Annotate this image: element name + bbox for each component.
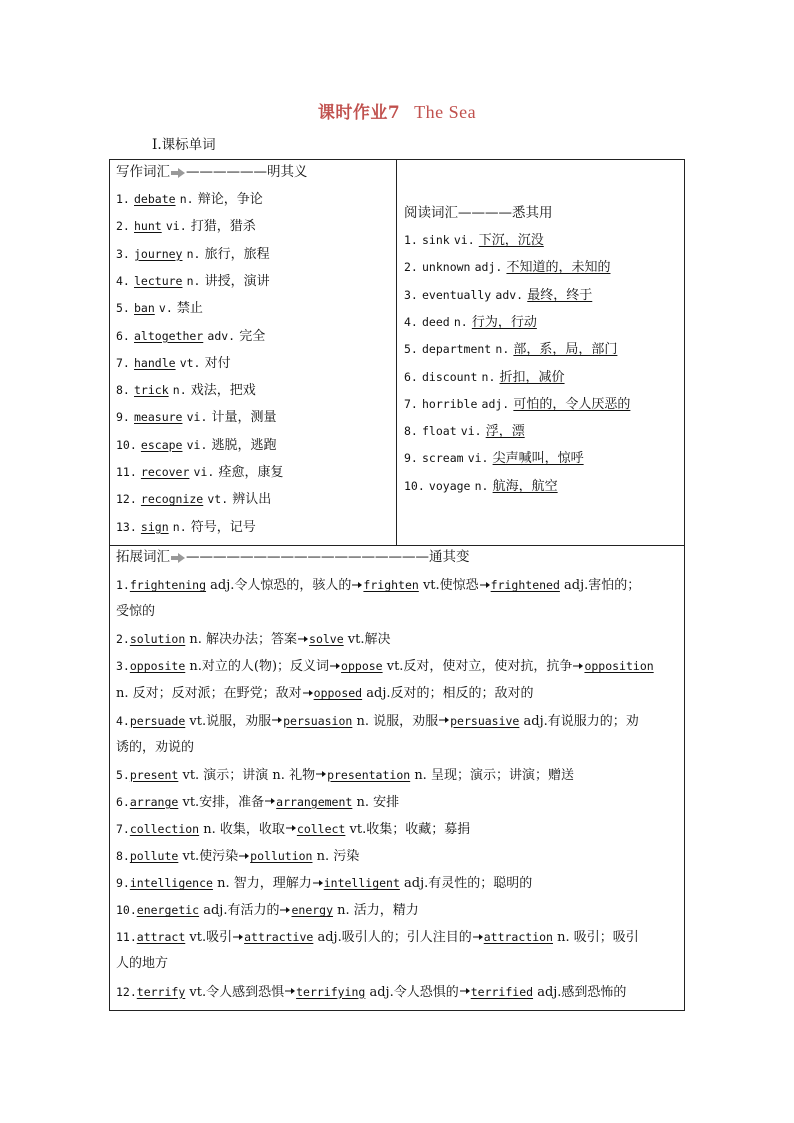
- writing-header-suffix: 明其义: [267, 164, 308, 180]
- derived-word: terrifying: [296, 984, 366, 999]
- continuation-text: n. 反对；反对派；在野党；敌对: [116, 686, 302, 702]
- derived-word: arrangement: [276, 794, 353, 809]
- derived-word: collect: [296, 821, 346, 836]
- item-number: 10.: [404, 478, 425, 493]
- arrow-icon: [280, 906, 290, 916]
- item-number: 1.: [116, 578, 130, 592]
- vocab-word: deed: [422, 314, 450, 329]
- derived-word: attractive: [244, 930, 314, 945]
- item-number: 8.: [404, 424, 418, 439]
- arrow-icon: [460, 987, 470, 997]
- part-of-speech: vi.: [453, 233, 475, 247]
- section-heading: Ⅰ.课标单词: [152, 137, 216, 153]
- meaning: n. 安排: [356, 794, 400, 810]
- expand-row: [116, 576, 640, 595]
- meaning-answer: 不知道的，未知的: [506, 260, 611, 276]
- vocab-row: [116, 354, 231, 373]
- part-of-speech: n.: [172, 383, 187, 398]
- meaning-answer: 部，系，局，部门: [513, 342, 618, 358]
- arrow-icon: [480, 581, 490, 591]
- vocab-word: scream: [422, 451, 464, 466]
- meaning: n.对立的人(物)；反义词: [189, 659, 330, 675]
- derived-word: pollution: [250, 849, 313, 863]
- vocab-row: [404, 422, 525, 441]
- item-number: 1.: [404, 233, 418, 247]
- vocab-word: float: [422, 424, 457, 439]
- item-number: 9.: [116, 876, 130, 891]
- reading-header-label: 阅读词汇: [404, 205, 458, 221]
- vocab-row: [116, 217, 256, 236]
- expand-row: [116, 712, 639, 731]
- vocab-word: escape: [140, 437, 183, 452]
- arrow-icon: [285, 987, 295, 997]
- item-number: 5.: [116, 767, 130, 782]
- meaning-answer: 航海，航空: [492, 478, 558, 494]
- meaning: vt.使污染: [182, 849, 239, 864]
- meaning: 逃脱，逃跑: [211, 437, 277, 453]
- meaning-answer: 下沉，沉没: [478, 233, 544, 248]
- arrow-icon: [286, 824, 296, 834]
- derived-word: terrified: [470, 984, 534, 999]
- derived-word: persuasion: [283, 713, 353, 728]
- derived-word: solve: [309, 632, 344, 647]
- expand-row: [116, 983, 626, 1002]
- derived-word: oppose: [341, 659, 383, 674]
- item-number: 7.: [116, 355, 130, 370]
- meaning: adj.令人惊恐的，骇人的: [210, 578, 352, 593]
- meaning: n. 智力，理解力: [217, 876, 312, 892]
- item-number: 6.: [116, 328, 130, 343]
- item-number: 4.: [116, 273, 130, 288]
- reading-header: [404, 204, 553, 222]
- arrow-icon: [239, 852, 249, 862]
- meaning: vt.使惊恐: [422, 578, 479, 593]
- vocab-row: [404, 395, 630, 414]
- meaning: vt.令人感到恐惧: [189, 984, 285, 1000]
- vocab-row: [116, 436, 277, 455]
- vocab-word: collection: [129, 821, 200, 836]
- arrow-icon: [233, 933, 243, 943]
- vocab-word: intelligence: [129, 876, 213, 891]
- part-of-speech: n.: [186, 246, 201, 261]
- meaning: adj.吸引人的；引人注目的: [317, 930, 472, 946]
- vocab-row: [404, 449, 584, 468]
- meaning-answer: 尖声喊叫，惊呼: [492, 451, 584, 467]
- vocab-word: lecture: [134, 273, 183, 288]
- vocab-word: ban: [134, 301, 155, 316]
- arrow-icon: [298, 635, 308, 645]
- vocab-row: [116, 299, 203, 318]
- writing-header: [116, 163, 308, 181]
- title-zh: 课时作业7: [317, 103, 401, 123]
- arrow-icon: [171, 553, 185, 563]
- expand-row: [116, 901, 419, 920]
- item-number: 12.: [116, 984, 137, 999]
- meaning: n. 说服，劝服: [356, 713, 439, 729]
- derived-word: frighten: [363, 578, 419, 592]
- derived-word: persuasive: [450, 713, 520, 728]
- meaning: 辨认出: [232, 492, 272, 508]
- item-number: 6.: [404, 369, 418, 384]
- meaning-answer: 折扣，减价: [499, 369, 565, 385]
- meaning: adj.有说服力的；劝: [523, 713, 639, 729]
- derived-word: attraction: [483, 930, 553, 945]
- derived-word: energy: [291, 903, 334, 918]
- item-number: 7.: [404, 396, 418, 411]
- meaning: 旅行，旅程: [204, 246, 270, 262]
- expand-row: [116, 684, 534, 703]
- item-number: 6.: [116, 794, 130, 809]
- arrow-icon: [352, 581, 362, 591]
- vocab-word: altogether: [134, 328, 204, 343]
- meaning: n. 呈现；演示；讲演；赠送: [414, 767, 574, 783]
- vocab-row: [116, 490, 271, 509]
- expand-header: [116, 548, 470, 566]
- item-number: 11.: [116, 465, 137, 479]
- arrow-icon: [439, 716, 449, 726]
- part-of-speech: n.: [186, 273, 201, 288]
- item-number: 2.: [116, 632, 130, 647]
- expand-row: [116, 955, 168, 973]
- vocab-word: frightening: [129, 578, 207, 592]
- vocab-word: present: [129, 767, 179, 782]
- vocab-word: pollute: [129, 849, 179, 863]
- meaning: n. 收集，收取: [203, 821, 285, 837]
- item-number: 8.: [116, 849, 130, 863]
- vocab-row: [404, 368, 565, 387]
- vocab-word: eventually: [422, 287, 492, 302]
- part-of-speech: v.: [158, 301, 173, 316]
- arrow-icon: [573, 662, 583, 672]
- derived-word: opposed: [313, 686, 363, 701]
- part-of-speech: n.: [179, 192, 194, 206]
- arrow-icon: [313, 879, 323, 889]
- item-number: 9.: [116, 410, 130, 425]
- item-number: 10.: [116, 437, 137, 452]
- vocab-row: [116, 408, 277, 427]
- meaning: vt. 演示；讲演 n. 礼物: [182, 767, 316, 783]
- vocab-word: solution: [129, 632, 186, 647]
- part-of-speech: n.: [481, 369, 496, 384]
- meaning: adj.有灵性的；聪明的: [404, 876, 533, 892]
- writing-vocab-cell: [110, 160, 397, 545]
- continuation-text: 受惊的: [116, 604, 156, 620]
- item-number: 12.: [116, 492, 137, 507]
- vocab-row: [116, 327, 265, 346]
- part-of-speech: n.: [474, 478, 489, 493]
- meaning: adj.感到恐怖的: [537, 984, 627, 1000]
- derived-word: presentation: [327, 767, 411, 782]
- arrow-icon: [171, 168, 185, 178]
- vocab-word: unknown: [422, 260, 471, 275]
- vocab-word: debate: [134, 192, 176, 206]
- meaning: 痊愈，康复: [218, 465, 284, 480]
- meaning-answer: 浮，漂: [485, 424, 525, 440]
- vocab-word: horrible: [422, 396, 478, 411]
- meaning: n. 活力，精力: [337, 903, 419, 919]
- derived-word: opposition: [584, 659, 654, 674]
- vocab-word: measure: [134, 410, 183, 425]
- vocab-word: energetic: [136, 903, 200, 918]
- vocab-word: recover: [140, 465, 190, 479]
- meaning: 禁止: [176, 301, 203, 317]
- vocab-word: discount: [422, 369, 478, 384]
- continuation-text: 诱的，劝说的: [116, 739, 195, 755]
- writing-header-label: 写作词汇: [116, 164, 170, 180]
- vocab-word: hunt: [134, 219, 162, 234]
- expand-header-suffix: 通其变: [429, 549, 470, 565]
- vocab-word: journey: [134, 246, 183, 261]
- expand-row: [116, 928, 639, 947]
- item-number: 1.: [116, 192, 130, 206]
- vocab-row: [404, 258, 610, 277]
- page-title: [0, 98, 794, 123]
- expand-row: [116, 820, 470, 839]
- item-number: 2.: [116, 219, 130, 234]
- meaning: adj.令人恐惧的: [369, 984, 459, 1000]
- vocab-word: arrange: [129, 794, 179, 809]
- part-of-speech: adv.: [495, 287, 524, 302]
- vocab-row: [404, 313, 537, 332]
- item-number: 13.: [116, 519, 137, 534]
- vocab-word: persuade: [129, 713, 186, 728]
- expand-header-dashes: ——————————————————: [186, 549, 429, 565]
- meaning: adj.害怕的；: [564, 578, 641, 593]
- item-number: 10.: [116, 903, 137, 918]
- vocab-row: [116, 272, 270, 291]
- item-number: 11.: [116, 930, 137, 945]
- meaning: 符号，记号: [190, 519, 256, 535]
- vocab-row: [404, 477, 558, 496]
- part-of-speech: vi.: [467, 451, 489, 466]
- vocab-word: voyage: [428, 478, 471, 493]
- item-number: 3.: [404, 287, 418, 302]
- part-of-speech: vt.: [179, 355, 201, 370]
- vocab-word: recognize: [140, 492, 204, 507]
- vocab-table: [109, 159, 685, 1011]
- meaning: n. 污染: [316, 849, 360, 864]
- part-of-speech: n.: [453, 314, 468, 329]
- part-of-speech: adj.: [481, 396, 510, 411]
- meaning: vt.收集；收藏；募捐: [349, 821, 471, 837]
- vocab-word: opposite: [129, 659, 186, 674]
- meaning: 完全: [239, 328, 266, 344]
- item-number: 5.: [116, 301, 130, 316]
- part-of-speech: vi.: [186, 410, 208, 425]
- item-number: 4.: [116, 713, 130, 728]
- reading-header-suffix: 悉其用: [512, 205, 553, 221]
- meaning: vt.反对，使对立，使对抗，抗争: [386, 659, 573, 675]
- item-number: 2.: [404, 260, 418, 275]
- meaning-answer: 行为，行动: [471, 314, 537, 330]
- meaning: adj.有活力的: [203, 903, 280, 919]
- meaning: adj.反对的；相反的；敌对的: [366, 686, 534, 702]
- expand-row: [116, 874, 532, 893]
- vocab-word: attract: [136, 930, 186, 945]
- meaning: 计量，测量: [211, 410, 277, 426]
- meaning: 打猎，猎杀: [190, 219, 256, 235]
- expand-row: [116, 630, 391, 649]
- vocab-word: handle: [134, 355, 176, 370]
- meaning-answer: 最终，终于: [527, 287, 593, 303]
- reading-vocab-cell: [397, 160, 684, 545]
- part-of-speech: vi.: [193, 465, 215, 479]
- expand-header-label: 拓展词汇: [116, 549, 170, 565]
- expand-row: [116, 603, 155, 621]
- writing-header-dashes: ——————: [186, 164, 267, 180]
- meaning: 辩论，争论: [197, 192, 263, 207]
- item-number: 5.: [404, 342, 418, 357]
- meaning: vt.解决: [347, 632, 391, 648]
- reading-header-dashes: ————: [458, 205, 512, 221]
- meaning: 戏法，把戏: [190, 383, 256, 399]
- item-number: 8.: [116, 383, 130, 398]
- item-number: 3.: [116, 246, 130, 261]
- vocab-row: [116, 518, 256, 537]
- item-number: 7.: [116, 821, 130, 836]
- arrow-icon: [316, 770, 326, 780]
- arrow-icon: [272, 716, 282, 726]
- part-of-speech: vi.: [186, 437, 208, 452]
- part-of-speech: vi.: [165, 219, 187, 234]
- vocab-row: [404, 340, 617, 359]
- expand-row: [116, 766, 574, 785]
- meaning: vt.说服，劝服: [189, 713, 272, 729]
- part-of-speech: vi.: [460, 424, 482, 439]
- meaning: vt.吸引: [189, 930, 233, 946]
- item-number: 9.: [404, 451, 418, 466]
- meaning: 讲授，演讲: [204, 273, 270, 289]
- derived-word: frightened: [490, 578, 560, 592]
- expand-row: [116, 739, 194, 757]
- vocab-row: [116, 381, 256, 400]
- meaning: 对付: [204, 355, 231, 371]
- divider: [110, 545, 684, 546]
- derived-word: intelligent: [323, 876, 400, 891]
- vocab-row: [404, 286, 592, 305]
- item-number: 3.: [116, 659, 130, 674]
- vocab-word: sink: [422, 233, 450, 247]
- part-of-speech: vt.: [207, 492, 229, 507]
- expand-row: [116, 847, 359, 866]
- vocab-row: [116, 245, 270, 264]
- item-number: 4.: [404, 314, 418, 329]
- vocab-word: trick: [134, 383, 169, 398]
- meaning: n. 解决办法；答案: [189, 632, 298, 648]
- continuation-text: 人的地方: [116, 956, 169, 972]
- meaning-answer: 可怕的，令人厌恶的: [513, 396, 631, 412]
- part-of-speech: adv.: [207, 328, 236, 343]
- arrow-icon: [473, 933, 483, 943]
- vocab-word: terrify: [136, 984, 186, 999]
- meaning: n. 吸引；吸引: [557, 930, 639, 946]
- part-of-speech: n.: [495, 342, 510, 357]
- part-of-speech: n.: [172, 519, 187, 534]
- arrow-icon: [303, 689, 313, 699]
- vocab-word: sign: [140, 519, 169, 534]
- vocab-word: department: [422, 342, 492, 357]
- expand-row: [116, 793, 399, 812]
- part-of-speech: adj.: [474, 260, 503, 275]
- arrow-icon: [265, 797, 275, 807]
- vocab-row: [116, 190, 263, 209]
- arrow-icon: [330, 662, 340, 672]
- expand-row: [116, 657, 654, 676]
- vocab-row: [404, 231, 544, 250]
- title-en: The Sea: [414, 102, 477, 122]
- meaning: vt.安排，准备: [182, 794, 265, 810]
- vocab-row: [116, 463, 283, 482]
